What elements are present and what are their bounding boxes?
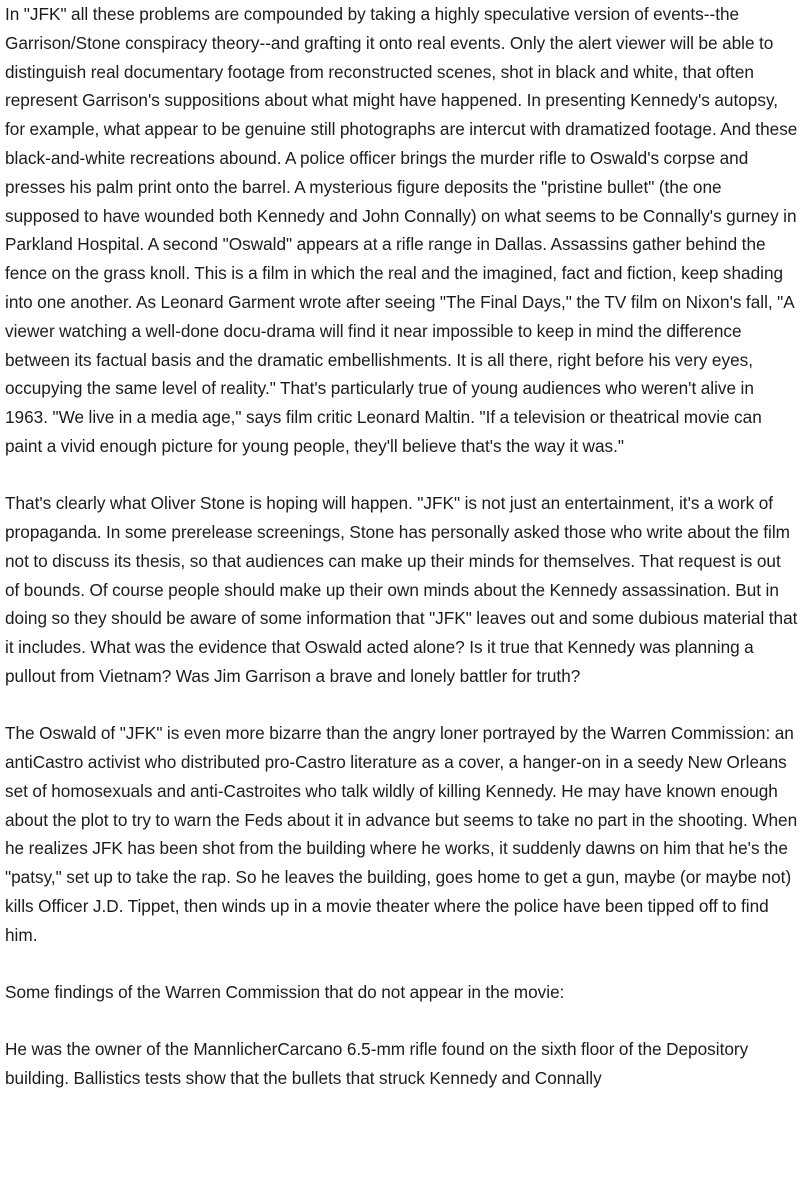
paragraph-oswald-portrayal: The Oswald of "JFK" is even more bizarre than the angry loner portrayed by the Warren Commission: an antiCastro activist who distributed pro-Castro literature as a cover, a hanger-on in a seedy New Orleans set of homosexuals and anti-Castroites who talk wildly of killing Kennedy. He may have known enough about the plot to try to warn the Feds about it in advance but seems to take no part in the shooting. When he realizes JFK has been shot from the building where he works, it suddenly dawns on him that he's the "patsy," set up to take the rap. So he leaves the building, goes home to get a gun, maybe (or maybe not) kills Officer J.D. Tippet, then winds up in a movie theater where the police have been tipped off to find him. (5, 723, 798, 945)
paragraph-rifle-ownership: He was the owner of the MannlicherCarcano 6.5-mm rifle found on the sixth floor of the Depository building. Ballistics tests show that the bullets that struck Kennedy and Connally (5, 1039, 749, 1088)
paragraph-jfk-speculation: In "JFK" all these problems are compounded by taking a highly speculative version of events--the Garrison/Stone conspiracy theory--and grafting it onto real events. Only the alert viewer will be able to distinguish real documentary footage from reconstructed scenes, shot in black and white, that often represent Garrison's suppositions about what might have happened. In presenting Kennedy's autopsy, for example, what appear to be genuine still photographs are intercut with dramatized footage. And these black-and-white recreations abound. A police officer brings the murder rifle to Oswald's corpse and presses his palm print onto the barrel. A mysterious figure deposits the "pristine bullet" (the one supposed to have wounded both Kennedy and John Connally) on what seems to be Connally's gurney in Parkland Hospital. A second "Oswald" appears at a rifle range in Dallas. Assassins gather behind the fence on the grass knoll. This is a film in which the real and the imagined, fact and fiction, keep shading into one another. As Leonard Garment wrote after seeing "The Final Days," the TV film on Nixon's fall, "A viewer watching a well-done docu-drama will find it near impossible to keep in mind the difference between its factual basis and the dramatic embellishments. It is all there, right before his very eyes, occupying the same level of reality." That's particularly true of young audiences who weren't alive in 1963. "We live in a media age," says film critic Leonard Maltin. "If a television or theatrical movie can paint a vivid enough picture for young people, they'll believe that's the way it was." (5, 4, 798, 456)
paragraph-oliver-stone-propaganda: That's clearly what Oliver Stone is hoping will happen. "JFK" is not just an entertainment, it's a work of propaganda. In some prerelease screenings, Stone has personally asked those who write about the film not to discuss its thesis, so that audiences can make up their minds for themselves. That request is out of bounds. Of course people should make up their own minds about the Kennedy assassination. But in doing so they should be aware of some information that "JFK" leaves out and some dubious material that it includes. What was the evidence that Oswald acted alone? Is it true that Kennedy was planning a pullout from Vietnam? Was Jim Garrison a brave and lonely battler for truth? (5, 493, 798, 686)
paragraph-warren-findings-intro: Some findings of the Warren Commission that do not appear in the movie: (5, 981, 565, 1002)
article-body (5, 0, 799, 1121)
